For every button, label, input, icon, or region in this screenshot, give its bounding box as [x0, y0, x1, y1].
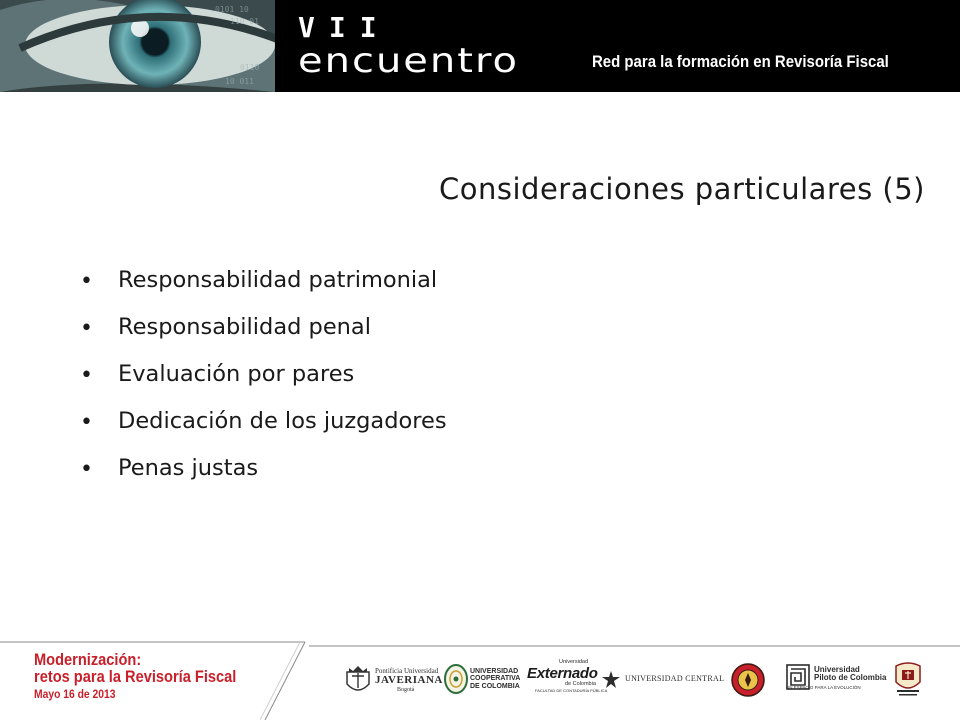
- event-title-block: [34, 651, 236, 700]
- bullet-icon: •: [80, 316, 93, 341]
- central-emblem-icon: [601, 670, 621, 690]
- svg-text:0110: 0110: [240, 63, 260, 72]
- externado-sub2: FACULTAD DE CONTADURÍA PÚBLICA: [535, 688, 608, 694]
- externado-big: Externado: [527, 664, 598, 682]
- header-banner: [0, 0, 960, 92]
- slide-title: Consideraciones particulares (5): [439, 172, 925, 207]
- bullet-text: Evaluación por pares: [118, 361, 355, 387]
- event-title-line2: retos para la Revisoría Fiscal: [34, 667, 237, 687]
- externado-small: Universidad: [559, 659, 589, 665]
- javeriana-line2: JAVERIANA: [375, 674, 443, 687]
- bullet-icon: •: [80, 363, 93, 388]
- event-name: encuentro: [298, 41, 519, 81]
- central-text: UNIVERSIDAD CENTRAL: [625, 674, 725, 683]
- logo-seal: [892, 660, 926, 700]
- javeriana-line3: Bogotá: [397, 686, 415, 693]
- svg-text:110 01: 110 01: [230, 17, 259, 26]
- network-tagline: Red para la formación en Revisoría Fiscal: [592, 52, 889, 71]
- bullet-icon: •: [80, 269, 93, 294]
- logo-piloto: [786, 660, 887, 700]
- event-date: Mayo 16 de 2013: [34, 686, 116, 701]
- logo-central: [601, 660, 725, 700]
- bullet-text: Penas justas: [118, 455, 259, 481]
- red-crest-icon: [731, 663, 765, 697]
- javeriana-crest-icon: [343, 664, 373, 696]
- eye-image: [0, 0, 275, 92]
- cooperativa-line1: UNIVERSIDAD: [470, 668, 519, 675]
- university-seal-icon: [892, 660, 924, 700]
- logo-externado: [527, 659, 608, 700]
- piloto-line3: UN ESPACIO PARA LA EVOLUCIÓN: [786, 684, 861, 690]
- svg-text:0101 10: 0101 10: [215, 5, 249, 14]
- logo-javeriana: [343, 660, 443, 700]
- logo-crest: [731, 660, 767, 700]
- cooperativa-line3: DE COLOMBIA: [470, 682, 520, 690]
- bullet-icon: •: [80, 457, 93, 482]
- javeriana-line1: Pontificia Universidad: [375, 667, 439, 675]
- externado-sub: de Colombia: [565, 680, 596, 687]
- bullet-text: Responsabilidad penal: [118, 314, 371, 340]
- event-title-line1: Modernización:: [34, 650, 142, 669]
- bullet-icon: •: [80, 410, 93, 435]
- piloto-line2: Piloto de Colombia: [814, 673, 887, 683]
- event-edition: VII: [298, 11, 391, 44]
- logo-cooperativa: [444, 660, 524, 700]
- bullet-text: Responsabilidad patrimonial: [118, 267, 438, 293]
- cooperativa-seal-icon: [444, 663, 468, 695]
- cooperativa-line2: COOPERATIVA: [470, 675, 521, 683]
- bullet-text: Dedicación de los juzgadores: [118, 408, 447, 434]
- svg-text:10 011: 10 011: [225, 77, 254, 86]
- piloto-line1: Universidad: [814, 665, 860, 674]
